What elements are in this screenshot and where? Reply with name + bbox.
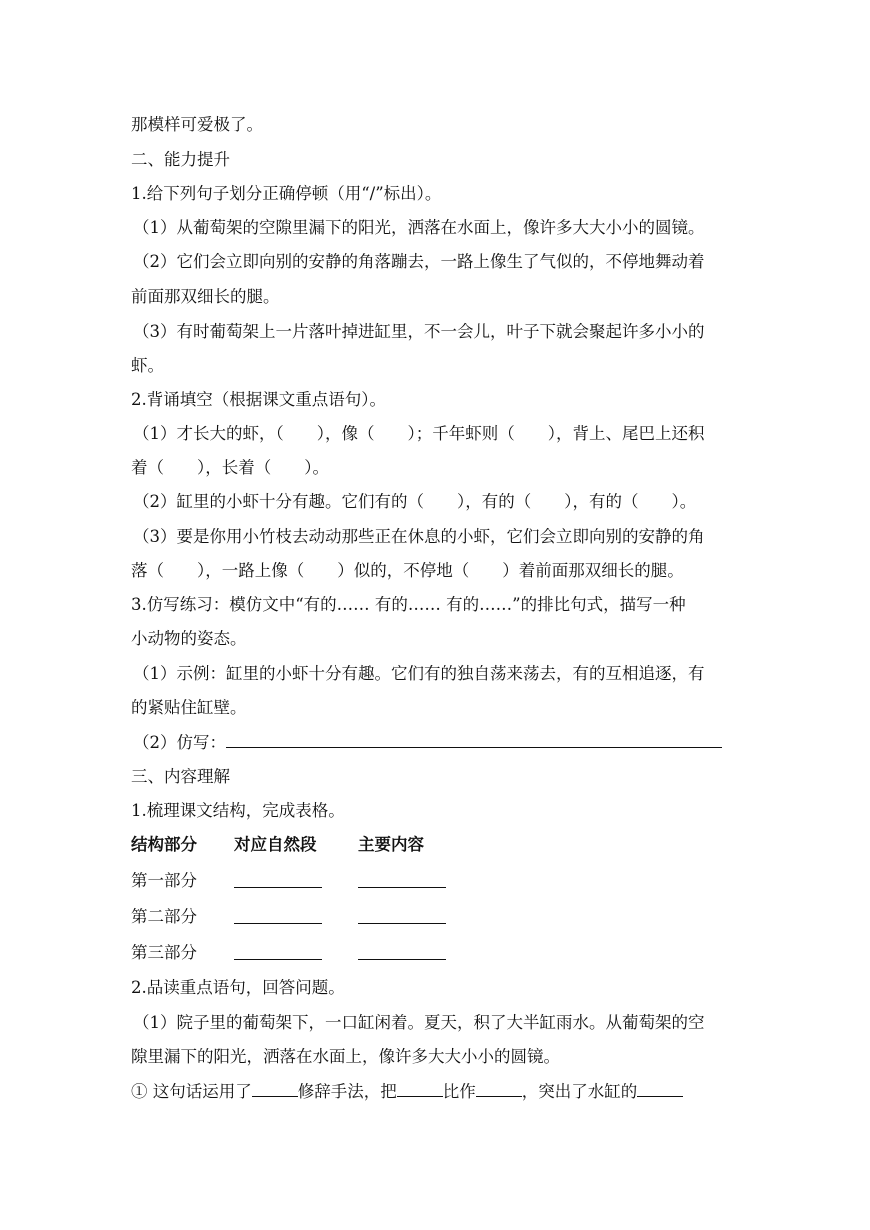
question-2-item-1-cont: 着（ ），长着（ ）。 (131, 458, 329, 477)
subquestion-text: 比作 (442, 1082, 476, 1101)
subquestion-text: ，突出了水缸的 (521, 1082, 638, 1101)
section-heading-content: 三、内容理解 (131, 767, 230, 786)
table-row (0, 906, 870, 928)
part-2-instruction: 2.品读重点语句，回答问题。 (131, 978, 345, 997)
question-3-imitation (133, 732, 742, 754)
part-1-instruction: 1.梳理课文结构，完成表格。 (131, 801, 345, 820)
question-1-item-2: （2）它们会立即向别的安静的角落蹦去，一路上像生了气似的，不停地舞动着 (133, 252, 705, 271)
part-2-subquestion-1 (131, 1081, 742, 1103)
table-row (0, 942, 870, 964)
rhetoric-blank[interactable] (252, 1082, 298, 1097)
imitation-label: （2）仿写： (133, 733, 226, 752)
table-header-paragraphs: 对应自然段 (234, 835, 317, 854)
compare-blank[interactable] (476, 1082, 522, 1097)
question-1-item-1: （1）从葡萄架的空隙里漏下的阳光，洒落在水面上，像许多大大小小的圆镜。 (133, 218, 705, 237)
question-3: 3.仿写练习：模仿文中“有的…… 有的…… 有的……”的排比句式，描写一种 (131, 595, 686, 614)
feature-blank[interactable] (637, 1082, 683, 1097)
question-1: 1.给下列句子划分正确停顿（用“/”标出）。 (131, 184, 442, 203)
table-header-structure: 结构部分 (131, 835, 197, 854)
question-3-example: （1）示例：缸里的小虾十分有趣。它们有的独自荡来荡去，有的互相追逐，有 (133, 664, 705, 683)
paragraph-blank[interactable] (234, 887, 322, 888)
table-row-label: 第二部分 (131, 907, 197, 926)
paragraph-blank[interactable] (234, 959, 322, 960)
content-blank[interactable] (358, 923, 446, 924)
table-row (0, 870, 870, 892)
object-blank[interactable] (397, 1082, 443, 1097)
table-header-content: 主要内容 (358, 835, 424, 854)
text-line: 那模样可爱极了。 (131, 115, 263, 134)
question-2-item-3-cont: 落（ ），一路上像（ ）似的，不停地（ ）着前面那双细长的腿。 (131, 561, 684, 580)
content-blank[interactable] (358, 887, 446, 888)
question-1-item-3-cont: 虾。 (131, 356, 164, 375)
question-1-item-3: （3）有时葡萄架上一片落叶掉进缸里，不一会儿，叶子下就会聚起许多小小的 (133, 322, 705, 341)
content-blank[interactable] (358, 959, 446, 960)
section-heading-ability: 二、能力提升 (131, 150, 230, 169)
part-2-item-1-cont: 隙里漏下的阳光，洒落在水面上，像许多大大小小的圆镜。 (131, 1047, 560, 1066)
question-3-cont: 小动物的姿态。 (131, 629, 247, 648)
circled-number-marker: ① (131, 1082, 148, 1101)
question-2-item-1: （1）才长大的虾，（ ），像（ ）；千年虾则（ ），背上、尾巴上还积 (133, 424, 705, 443)
part-2-item-1: （1）院子里的葡萄架下，一口缸闲着。夏天，积了大半缸雨水。从葡萄架的空 (133, 1013, 705, 1032)
table-row-label: 第三部分 (131, 943, 197, 962)
table-header-row (0, 834, 870, 856)
question-2: 2.背诵填空（根据课文重点语句）。 (131, 390, 386, 409)
question-2-item-3: （3）要是你用小竹枝去动动那些正在休息的小虾，它们会立即向别的安静的角 (133, 527, 705, 546)
imitation-answer-blank[interactable] (226, 733, 722, 748)
subquestion-text: 这句话运用了 (152, 1082, 252, 1101)
question-3-example-cont: 的紧贴住缸壁。 (131, 698, 247, 717)
question-1-item-2-cont: 前面那双细长的腿。 (131, 287, 280, 306)
paragraph-blank[interactable] (234, 923, 322, 924)
question-2-item-2: （2）缸里的小虾十分有趣。它们有的（ ），有的（ ），有的（ ）。 (133, 492, 697, 511)
subquestion-text: 修辞手法，把 (297, 1082, 397, 1101)
table-row-label: 第一部分 (131, 871, 197, 890)
